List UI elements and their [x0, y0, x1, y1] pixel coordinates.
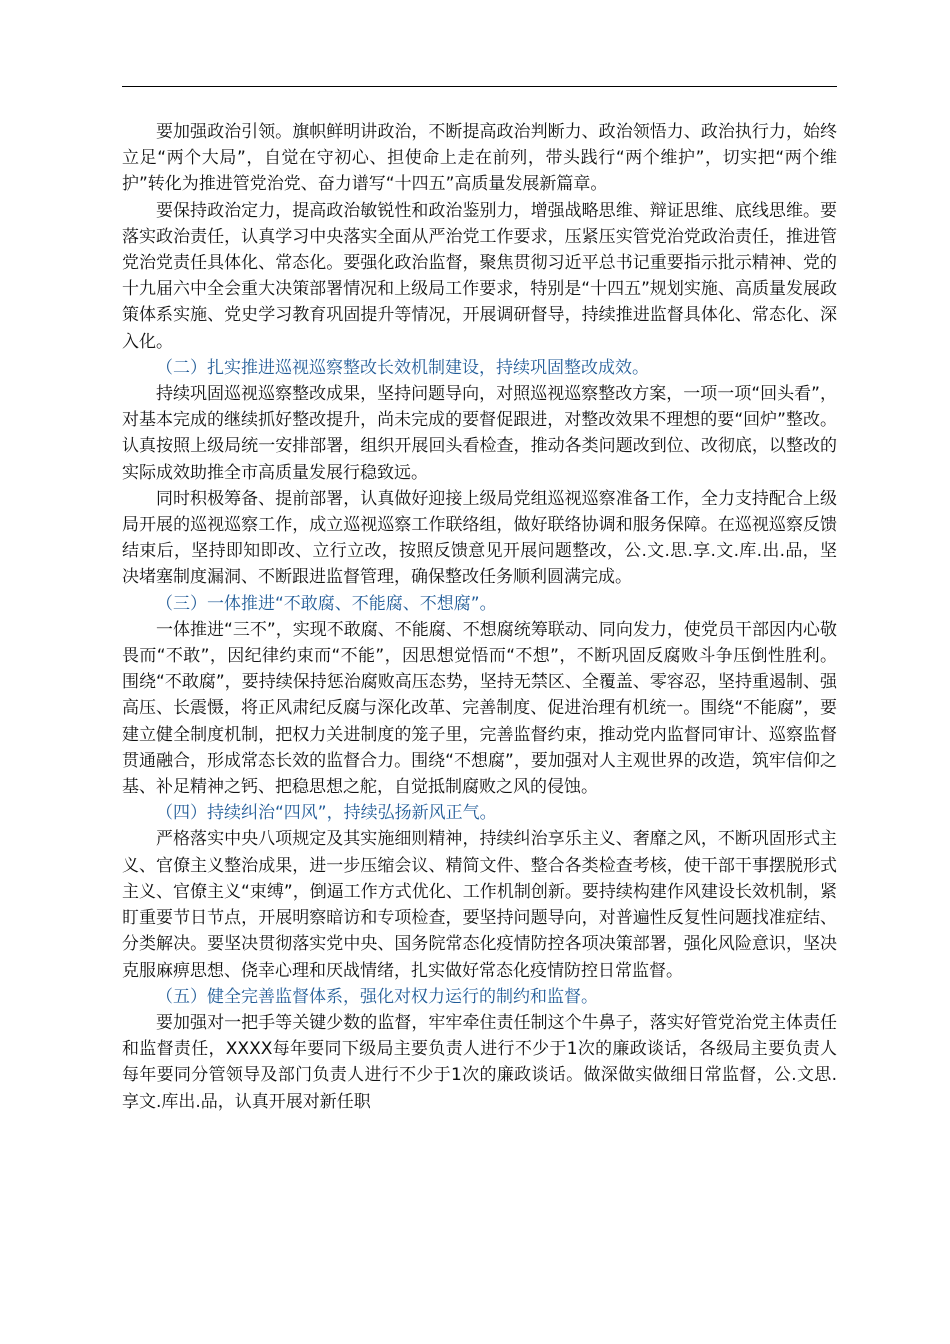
section-heading: （三）一体推进“不敢腐、不能腐、不想腐”。 — [156, 593, 497, 614]
paragraph: 要加强对一把手等关键少数的监督，牢牢牵住责任制这个牛鼻子，落实好管党治党主体责任和监督责任，XXXX每年要同下级局主要负责人进行不少于1次的廉政谈话，各级局主要负责人每年要同分管领导及部门负责人进行不少于1次的廉政谈话。做深做实做细日常监督，公.文思.享文.库出.品，认真开展对新任职 — [122, 1012, 837, 1112]
section-heading: （四）持续纠治“四风”，持续弘扬新风正气。 — [156, 803, 497, 824]
paragraph: 要加强政治引领。旗帜鲜明讲政治，不断提高政治判断力、政治领悟力、政治执行力，始终立足“两个大局”，自觉在守初心、担使命上走在前列，带头践行“两个维护”，切实把“两个维护”转化为推进管党治党、奋力谱写“十四五”高质量发展新篇章。 — [122, 122, 837, 195]
header-rule — [122, 86, 837, 87]
section-heading: （二）扎实推进巡视巡察整改长效机制建设，持续巩固整改成效。 — [156, 357, 649, 378]
document-body — [122, 119, 837, 1115]
paragraph: 一体推进“三不”，实现不敢腐、不能腐、不想腐统筹联动、同向发力，使党员干部因内心敬畏而“不敢”，因纪律约束而“不能”，因思想觉悟而“不想”，不断巩固反腐败斗争压倒性胜利。围绕“不敢腐”，要持续保持惩治腐败高压态势，坚持无禁区、全覆盖、零容忍，坚持重遏制、强高压、长震慑，将正风肃纪反腐与深化改革、完善制度、促进治理有机统一。围绕“不能腐”，要建立健全制度机制，把权力关进制度的笼子里，完善监督约束，推动党内监督同审计、巡察监督贯通融合，形成常态长效的监督合力。围绕“不想腐”，要加强对人主观世界的改造，筑牢信仰之基、补足精神之钙、把稳思想之舵，自觉抵制腐败之风的侵蚀。 — [122, 619, 837, 798]
paragraph: 要保持政治定力，提高政治敏锐性和政治鉴别力，增强战略思维、辩证思维、底线思维。要落实政治责任，认真学习中央落实全面从严治党工作要求，压紧压实管党治党政治责任，推进管党治党责任具体化、常态化。要强化政治监督，聚焦贯彻习近平总书记重要指示批示精神、党的十九届六中全会重大决策部署情况和上级局工作要求，特别是“十四五”规划实施、高质量发展政策体系实施、党史学习教育巩固提升等情况，开展调研督导，持续推进监督具体化、常态化、深入化。 — [122, 200, 837, 352]
paragraph: 同时积极筹备、提前部署，认真做好迎接上级局党组巡视巡察准备工作，全力支持配合上级局开展的巡视巡察工作，成立巡视巡察工作联络组，做好联络协调和服务保障。在巡视巡察反馈结束后，坚持即知即改、立行立改，按照反馈意见开展问题整改，公.文.思.享.文.库.出.品，坚决堵塞制度漏洞、不断跟进监督管理，确保整改任务顺利圆满完成。 — [122, 488, 837, 588]
paragraph: 严格落实中央八项规定及其实施细则精神，持续纠治享乐主义、奢靡之风，不断巩固形式主义、官僚主义整治成果，进一步压缩会议、精简文件、整合各类检查考核，使干部干事摆脱形式主义、官僚主义“束缚”，倒逼工作方式优化、工作机制创新。要持续构建作风建设长效机制，紧盯重要节日节点，开展明察暗访和专项检查，要坚持问题导向，对普遍性反复性问题找准症结、分类解决。要坚决贯彻落实党中央、国务院常态化疫情防控各项决策部署，强化风险意识，坚决克服麻痹思想、侥幸心理和厌战情绪，扎实做好常态化疫情防控日常监督。 — [122, 829, 837, 981]
paragraph: 持续巩固巡视巡察整改成果，坚持问题导向，对照巡视巡察整改方案，一项一项“回头看”，对基本完成的继续抓好整改提升，尚未完成的要督促跟进，对整改效果不理想的要“回炉”整改。认真按照上级局统一安排部署，组织开展回头看检查，推动各类问题改到位、改彻底，以整改的实际成效助推全市高质量发展行稳致远。 — [122, 384, 837, 483]
section-heading: （五）健全完善监督体系，强化对权力运行的制约和监督。 — [156, 986, 598, 1007]
